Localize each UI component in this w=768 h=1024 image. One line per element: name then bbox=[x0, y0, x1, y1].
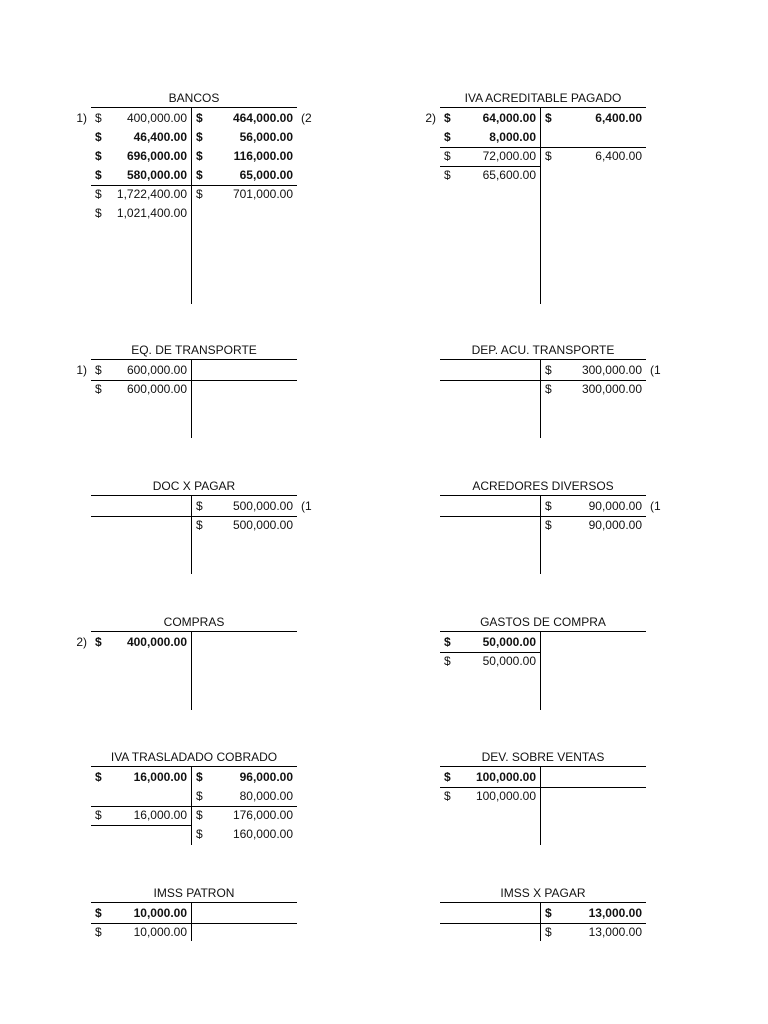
ledger-row bbox=[91, 497, 312, 516]
credit-currency: $ bbox=[196, 789, 203, 803]
ledger-row bbox=[91, 768, 297, 787]
ledger-row bbox=[440, 147, 646, 166]
credit-amount: 300,000.00 bbox=[581, 363, 642, 377]
account-title: IVA ACREDITABLE PAGADO bbox=[464, 91, 622, 105]
debit-amount: 600,000.00 bbox=[126, 382, 187, 396]
total-rule bbox=[440, 652, 540, 653]
debit-amount: 50,000.00 bbox=[482, 654, 536, 668]
account-title: DOC X PAGAR bbox=[152, 479, 236, 493]
account-top-rule bbox=[440, 902, 646, 903]
debit-currency: $ bbox=[95, 925, 102, 939]
credit-amount: 80,000.00 bbox=[239, 789, 293, 803]
debit-currency: $ bbox=[95, 382, 102, 396]
t-account-imss-patron bbox=[91, 886, 297, 941]
ledger-row bbox=[91, 825, 297, 844]
credit-currency: $ bbox=[196, 770, 203, 784]
total-rule bbox=[440, 147, 646, 148]
t-account-doc-x-pagar bbox=[91, 479, 312, 574]
ledger-row bbox=[440, 787, 646, 806]
total-rule bbox=[440, 516, 646, 517]
total-rule bbox=[91, 185, 297, 186]
debit-amount: 50,000.00 bbox=[482, 635, 536, 649]
ledger-row bbox=[91, 166, 297, 185]
credit-currency: $ bbox=[196, 111, 203, 125]
credit-amount: 6,400.00 bbox=[595, 111, 642, 125]
entry-ref-left: 1) bbox=[76, 363, 87, 377]
entry-ref-right: (1 bbox=[650, 499, 661, 513]
account-title: IMSS PATRON bbox=[153, 886, 235, 900]
total-rule bbox=[91, 380, 297, 381]
credit-currency: $ bbox=[196, 827, 203, 841]
entry-ref-left: 2) bbox=[76, 635, 87, 649]
ledger-row bbox=[440, 904, 646, 923]
credit-amount: 160,000.00 bbox=[232, 827, 293, 841]
t-account-eq-de-transporte bbox=[76, 343, 297, 438]
account-title: COMPRAS bbox=[163, 615, 225, 629]
credit-amount: 6,400.00 bbox=[595, 149, 642, 163]
debit-currency: $ bbox=[444, 168, 451, 182]
entry-ref-left: 2) bbox=[425, 111, 436, 125]
t-account-gastos-de-compra bbox=[440, 615, 646, 710]
account-title: ACREDORES DIVERSOS bbox=[472, 479, 614, 493]
entry-ref-left: 1) bbox=[76, 111, 87, 125]
account-top-rule bbox=[91, 495, 297, 496]
ledger-row bbox=[440, 380, 646, 399]
ledger-row bbox=[76, 361, 297, 380]
account-title: DEV. SOBRE VENTAS bbox=[481, 750, 605, 764]
credit-amount: 116,000.00 bbox=[233, 149, 293, 163]
credit-currency: $ bbox=[545, 382, 552, 396]
credit-currency: $ bbox=[545, 363, 552, 377]
ledger-row bbox=[440, 516, 646, 535]
ledger-row bbox=[91, 204, 297, 223]
debit-currency: $ bbox=[95, 130, 102, 144]
debit-currency: $ bbox=[95, 206, 102, 220]
ledger-row bbox=[91, 128, 297, 147]
account-title: EQ. DE TRANSPORTE bbox=[131, 343, 257, 357]
debit-amount: 100,000.00 bbox=[475, 789, 536, 803]
credit-amount: 13,000.00 bbox=[588, 906, 642, 920]
account-top-rule bbox=[440, 107, 646, 108]
ledger-row bbox=[440, 497, 661, 516]
debit-currency: $ bbox=[444, 111, 451, 125]
debit-currency: $ bbox=[444, 635, 451, 649]
credit-currency: $ bbox=[196, 808, 203, 822]
credit-amount: 13,000.00 bbox=[588, 925, 642, 939]
credit-currency: $ bbox=[196, 168, 203, 182]
debit-amount: 580,000.00 bbox=[126, 168, 187, 182]
ledger-row bbox=[91, 923, 297, 942]
ledger-row bbox=[76, 109, 312, 128]
account-title: IVA TRASLADADO COBRADO bbox=[110, 750, 278, 764]
account-top-rule bbox=[91, 359, 297, 360]
credit-amount: 56,000.00 bbox=[239, 130, 293, 144]
debit-currency: $ bbox=[95, 187, 102, 201]
account-top-rule bbox=[91, 766, 297, 767]
account-top-rule bbox=[91, 902, 297, 903]
credit-amount: 300,000.00 bbox=[581, 382, 642, 396]
total-rule bbox=[91, 923, 297, 924]
credit-currency: $ bbox=[196, 187, 203, 201]
ledger-row bbox=[91, 787, 297, 806]
debit-currency: $ bbox=[95, 770, 102, 784]
account-top-rule bbox=[440, 495, 646, 496]
total-rule bbox=[91, 806, 297, 807]
t-account-imss-x-pagar bbox=[440, 886, 646, 941]
ledger-row bbox=[440, 361, 661, 380]
t-account-acredores-diversos bbox=[440, 479, 661, 574]
debit-amount: 1,722,400.00 bbox=[116, 187, 187, 201]
credit-amount: 65,000.00 bbox=[239, 168, 293, 182]
debit-amount: 65,600.00 bbox=[482, 168, 536, 182]
credit-amount: 500,000.00 bbox=[232, 499, 293, 513]
total-rule bbox=[91, 825, 191, 826]
credit-amount: 90,000.00 bbox=[588, 518, 642, 532]
debit-amount: 16,000.00 bbox=[133, 770, 187, 784]
credit-currency: $ bbox=[545, 499, 552, 513]
ledger-row bbox=[440, 166, 646, 185]
account-title: IMSS X PAGAR bbox=[500, 886, 586, 900]
credit-amount: 176,000.00 bbox=[232, 808, 293, 822]
ledger-row bbox=[440, 633, 646, 652]
debit-currency: $ bbox=[444, 149, 451, 163]
debit-amount: 64,000.00 bbox=[482, 111, 536, 125]
ledger-row bbox=[91, 806, 297, 825]
credit-amount: 701,000.00 bbox=[232, 187, 293, 201]
debit-amount: 400,000.00 bbox=[126, 111, 187, 125]
credit-currency: $ bbox=[545, 518, 552, 532]
debit-currency: $ bbox=[444, 654, 451, 668]
credit-currency: $ bbox=[545, 149, 552, 163]
ledger-row bbox=[440, 768, 646, 787]
t-account-iva-trasladado-cobrado bbox=[91, 750, 297, 845]
ledger-row bbox=[440, 652, 646, 671]
debit-currency: $ bbox=[444, 130, 451, 144]
ledger-row bbox=[91, 380, 297, 399]
entry-ref-right: (2 bbox=[301, 111, 312, 125]
credit-currency: $ bbox=[196, 149, 203, 163]
account-top-rule bbox=[440, 359, 646, 360]
debit-currency: $ bbox=[95, 808, 102, 822]
ledger-row bbox=[91, 904, 297, 923]
account-title: GASTOS DE COMPRA bbox=[480, 615, 606, 629]
debit-amount: 696,000.00 bbox=[126, 149, 187, 163]
debit-amount: 600,000.00 bbox=[126, 363, 187, 377]
account-top-rule bbox=[91, 631, 297, 632]
account-top-rule bbox=[440, 631, 646, 632]
debit-currency: $ bbox=[95, 149, 102, 163]
t-account-bancos bbox=[76, 91, 312, 304]
debit-amount: 400,000.00 bbox=[126, 635, 187, 649]
debit-amount: 8,000.00 bbox=[489, 130, 536, 144]
debit-amount: 10,000.00 bbox=[133, 925, 187, 939]
credit-currency: $ bbox=[196, 130, 203, 144]
account-top-rule bbox=[440, 766, 646, 767]
total-rule bbox=[440, 787, 646, 788]
credit-amount: 464,000.00 bbox=[232, 111, 293, 125]
debit-currency: $ bbox=[95, 906, 102, 920]
credit-currency: $ bbox=[545, 111, 552, 125]
ledger-row bbox=[91, 147, 297, 166]
account-top-rule bbox=[91, 107, 297, 108]
credit-currency: $ bbox=[545, 906, 552, 920]
debit-amount: 16,000.00 bbox=[133, 808, 187, 822]
credit-amount: 90,000.00 bbox=[588, 499, 642, 513]
credit-amount: 96,000.00 bbox=[239, 770, 293, 784]
total-rule bbox=[91, 516, 297, 517]
account-title: BANCOS bbox=[168, 91, 220, 105]
debit-amount: 100,000.00 bbox=[475, 770, 536, 784]
entry-ref-right: (1 bbox=[301, 499, 312, 513]
debit-amount: 46,400.00 bbox=[133, 130, 187, 144]
credit-currency: $ bbox=[196, 518, 203, 532]
debit-amount: 1,021,400.00 bbox=[116, 206, 187, 220]
ledger-row bbox=[76, 633, 297, 652]
ledger-row bbox=[425, 109, 646, 128]
account-title: DEP. ACU. TRANSPORTE bbox=[471, 343, 615, 357]
entry-ref-right: (1 bbox=[650, 363, 661, 377]
credit-currency: $ bbox=[196, 499, 203, 513]
debit-currency: $ bbox=[444, 789, 451, 803]
debit-currency: $ bbox=[95, 168, 102, 182]
debit-currency: $ bbox=[444, 770, 451, 784]
ledger-row bbox=[440, 923, 646, 942]
t-account-iva-acreditable-pagado bbox=[425, 91, 646, 304]
debit-currency: $ bbox=[95, 363, 102, 377]
credit-amount: 500,000.00 bbox=[232, 518, 293, 532]
credit-currency: $ bbox=[545, 925, 552, 939]
total-rule bbox=[440, 166, 540, 167]
debit-amount: 10,000.00 bbox=[133, 906, 187, 920]
ledger-row bbox=[91, 516, 297, 535]
t-account-dep-acu-transporte bbox=[440, 343, 661, 438]
t-account-dev-sobre-ventas bbox=[440, 750, 646, 845]
total-rule bbox=[440, 380, 646, 381]
debit-amount: 72,000.00 bbox=[482, 149, 536, 163]
ledger-row bbox=[91, 185, 297, 204]
total-rule bbox=[440, 923, 646, 924]
ledger-row bbox=[440, 128, 646, 147]
debit-currency: $ bbox=[95, 111, 102, 125]
debit-currency: $ bbox=[95, 635, 102, 649]
t-account-compras bbox=[76, 615, 297, 710]
